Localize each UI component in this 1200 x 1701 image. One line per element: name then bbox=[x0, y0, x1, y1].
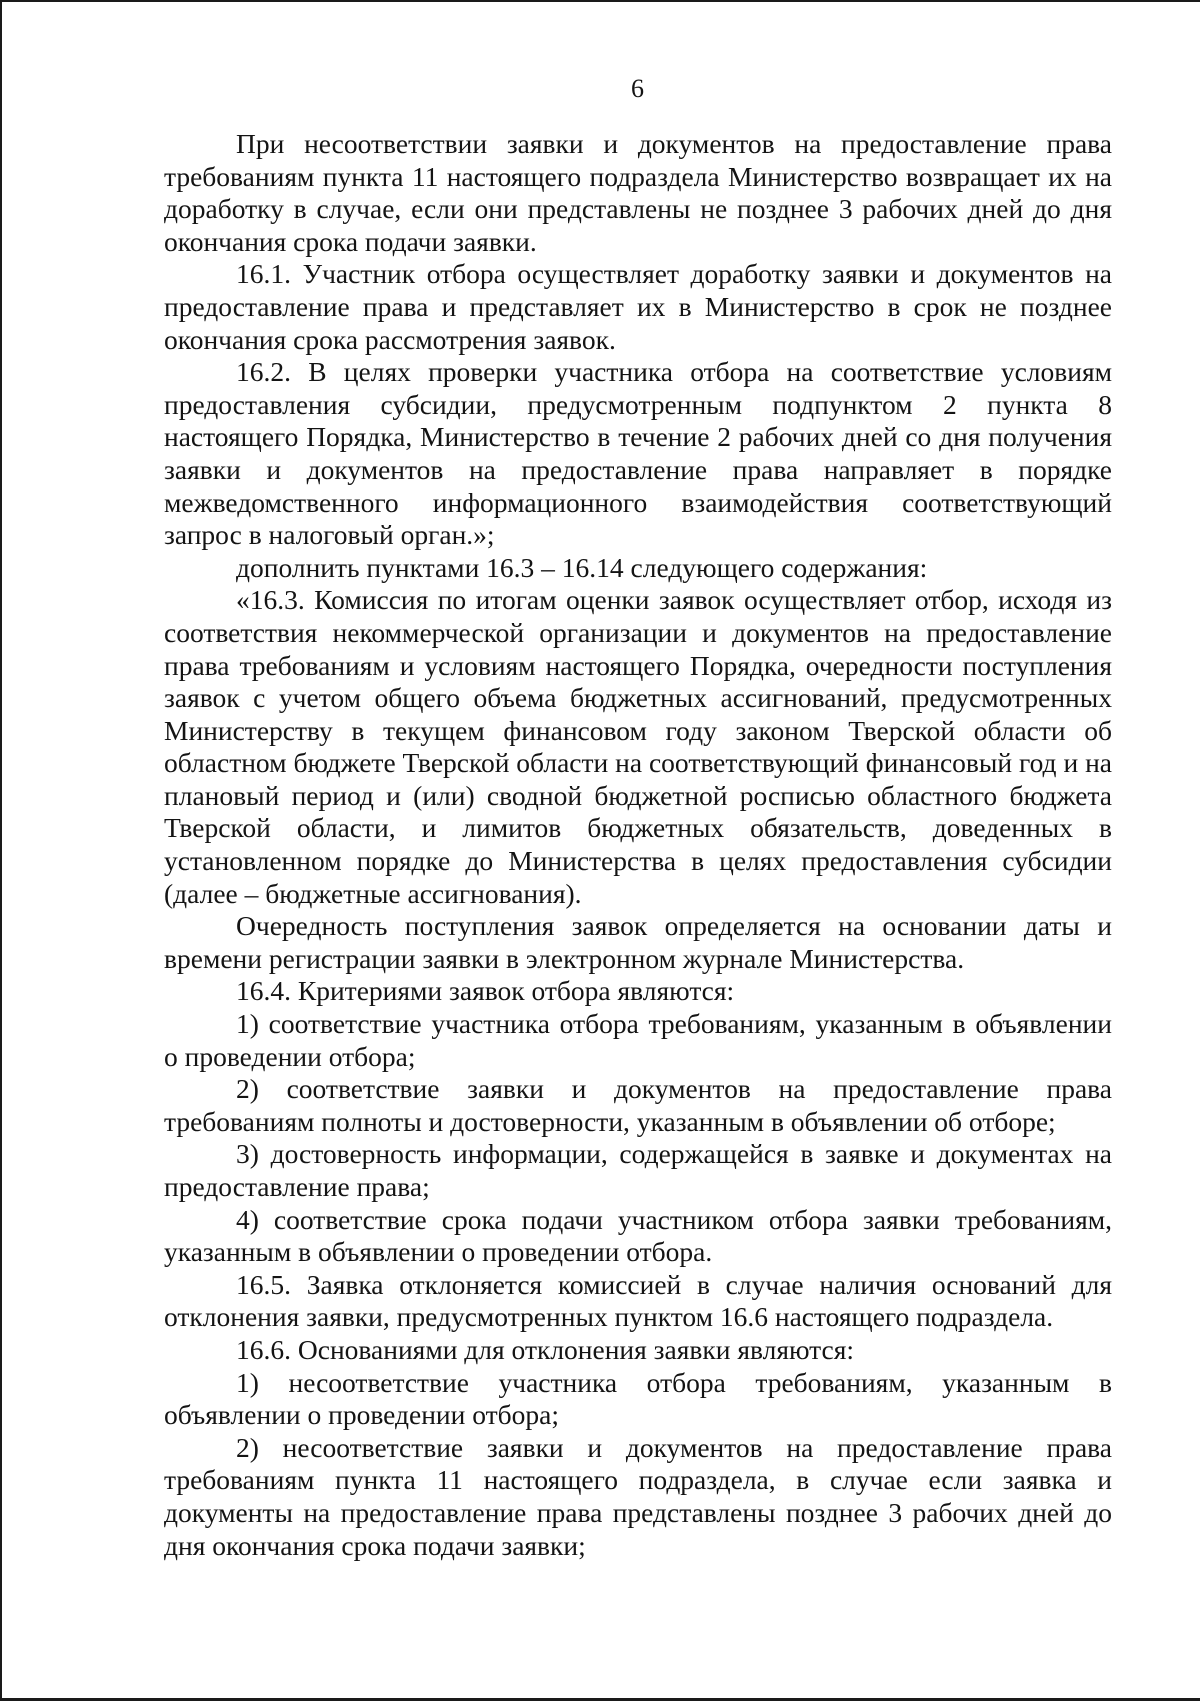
scan-edge-left bbox=[0, 0, 2, 1701]
paragraph: Очередность поступления заявок определяется на основании даты и времени регистрации заявки в электронном журнале Министерства. bbox=[164, 910, 1112, 974]
scan-edge-top bbox=[0, 0, 1200, 2]
paragraph: 16.5. Заявка отклоняется комиссией в случае наличия оснований для отклонения заявки, предусмотренных пунктом 16.6 настоящего подраздела. bbox=[164, 1268, 1112, 1333]
page-number: 6 bbox=[631, 74, 644, 103]
document-body bbox=[164, 128, 1112, 1562]
paragraph: 16.1. Участник отбора осуществляет доработку заявки и документов на предоставление права и представляет их в Министерство в срок не позднее окончания срока рассмотрения заявок. bbox=[164, 258, 1112, 355]
paragraph: При несоответствии заявки и документов на предоставление права требованиям пункта 11 настоящего подраздела Министерство возвращает их на доработку в случае, если они представлены не позднее 3 рабочих дней до дня окончания срока подачи заявки. bbox=[164, 128, 1112, 257]
paragraph: 2) соответствие заявки и документов на предоставление права требованиям полноты и достоверности, указанным в объявлении об отборе; bbox=[164, 1073, 1112, 1137]
paragraph: 1) несоответствие участника отбора требованиям, указанным в объявлении о проведении отбора; bbox=[164, 1366, 1112, 1431]
paragraph: 1) соответствие участника отбора требованиям, указанным в объявлении о проведении отбора; bbox=[164, 1008, 1112, 1072]
paragraph: 4) соответствие срока подачи участником отбора заявки требованиям, указанным в объявлении о проведении отбора. bbox=[164, 1203, 1112, 1268]
paragraph: «16.3. Комиссия по итогам оценки заявок осуществляет отбор, исходя из соответствия некоммерческой организации и документов на предоставление права требованиям и условиям настоящего Порядка, очередности поступления заявок с учетом общего объема бюджетных ассигнований, предусмотренных Министерству в текущем финансовом году законом Тверской области об областном бюджете Тверской области на соответствующий финансовый год и на плановый период и (или) сводной бюджетной росписью областного бюджета Тверской области, и лимитов бюджетных обязательств, доведенных в установленном порядке до Министерства в целях предоставления субсидии (далее – бюджетные ассигнования). bbox=[164, 584, 1112, 909]
paragraph: 16.6. Основаниями для отклонения заявки являются: bbox=[236, 1333, 854, 1365]
paragraph: дополнить пунктами 16.3 – 16.14 следующего содержания: bbox=[236, 551, 928, 583]
paragraph: 3) достоверность информации, содержащейся в заявке и документах на предоставление права; bbox=[164, 1138, 1112, 1202]
paragraph: 16.2. В целях проверки участника отбора на соответствие условиям предоставления субсидии, предусмотренным подпунктом 2 пункта 8 настоящего Порядка, Министерство в течение 2 рабочих дней со дня получения заявки и документов на предоставление права направляет в порядке межведомственного информационного взаимодействия соответствующий запрос в налоговый орган.»; bbox=[164, 356, 1112, 551]
paragraph: 16.4. Критериями заявок отбора являются: bbox=[236, 975, 735, 1007]
paragraph: 2) несоответствие заявки и документов на предоставление права требованиям пункта 11 настоящего подраздела, в случае если заявка и документы на предоставление права представлены позднее 3 рабочих дней до дня окончания срока подачи заявки; bbox=[164, 1431, 1112, 1561]
